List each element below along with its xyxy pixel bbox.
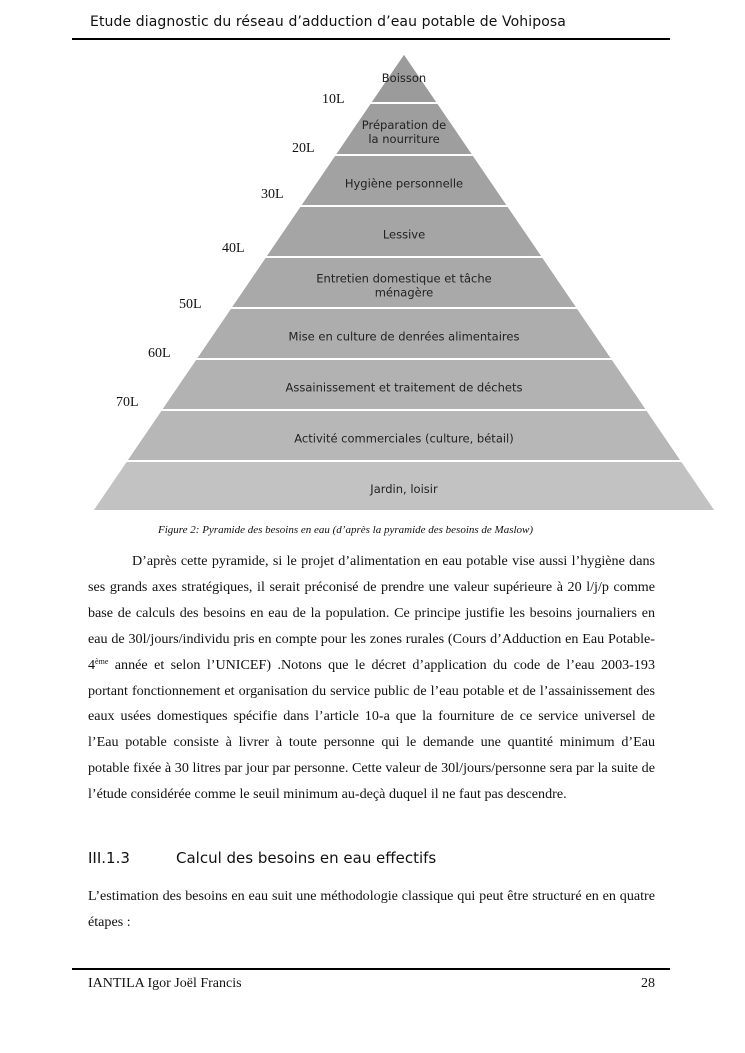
pyramid-level-3-label: Hygiène personnelle (344, 176, 464, 191)
paragraph-1-text-a: D’après cette pyramide, si le projet d’alimentation en eau potable vise aussi l’hygiène dans ses grands axes stratégiques, il serait préconisé de prendre une valeur supérieure à 20 l/j/p comme base de calculs des besoins en eau de la population. Ce principe justifie les besoins journaliers en eau de 30l/jours/individu pris en compte pour les zones rurales (Cours d’Adduction en Eau Potable-4 (88, 553, 655, 673)
volume-label-20L: 20L (292, 141, 315, 156)
section-title: Calcul des besoins en eau effectifs (176, 849, 437, 867)
pyramid-level-5-label: ménagère (374, 285, 434, 300)
pyramid-level-8-label: Activité commerciales (culture, bétail) (294, 431, 514, 446)
superscript: ème (95, 656, 109, 666)
pyramid-level-1-label: Boisson (381, 71, 427, 85)
volume-label-10L: 10L (322, 92, 345, 107)
pyramid-level-7-label: Assainissement et traitement de déchets (285, 380, 523, 395)
body-paragraph-1 (88, 549, 655, 808)
volume-label-70L: 70L (116, 395, 139, 410)
pyramid-level-2-label: la nourriture (368, 132, 440, 146)
figure-caption: Figure 2: Pyramide des besoins en eau (d’après la pyramide des besoins de Maslow) (158, 524, 534, 536)
header-rule (72, 38, 670, 40)
volume-label-30L: 30L (261, 187, 284, 202)
footer-rule (72, 968, 670, 970)
section-heading (88, 849, 436, 867)
volume-label-60L: 60L (148, 346, 171, 361)
pyramid-level-2-label: Préparation de (361, 118, 447, 132)
pyramid-level-4-label: Lessive (382, 227, 426, 242)
section-number: III.1.3 (88, 849, 130, 867)
needs-pyramid-figure (0, 45, 745, 515)
volume-label-40L: 40L (222, 241, 245, 256)
pyramid-level-9-label: Jardin, loisir (370, 482, 438, 496)
pyramid-level-5-label: Entretien domestique et tâche (316, 271, 492, 286)
running-header: Etude diagnostic du réseau d’adduction d’eau potable de Vohiposa (90, 14, 566, 30)
body-paragraph-2: L’estimation des besoins en eau suit une méthodologie classique qui peut être structuré en en quatre étapes : (88, 888, 655, 930)
pyramid-level-6-label: Mise en culture de denrées alimentaires (288, 329, 520, 344)
page-number: 28 (641, 976, 655, 991)
paragraph-1-text-b: année et selon l’UNICEF) .Notons que le décret d’application du code de l’eau 2003-193 portant fonctionnement et organisation du service public de l’eau potable et de l’assainissement des eaux usées domestiques spécifie dans l’article 10-a que la fourniture de ce service universel de l’Eau potable consiste à livrer à toute personne qui le demande une quantité minimum d’Eau potable fixée à 30 litres par jour par personne. Cette valeur de 30l/jours/personne sera par la suite de l’étude considérée comme le seuil minimum au-deçà duquel il ne faut pas descendre. (88, 656, 655, 803)
footer-author: IANTILA Igor Joël Francis (88, 976, 242, 991)
volume-label-50L: 50L (179, 297, 202, 312)
